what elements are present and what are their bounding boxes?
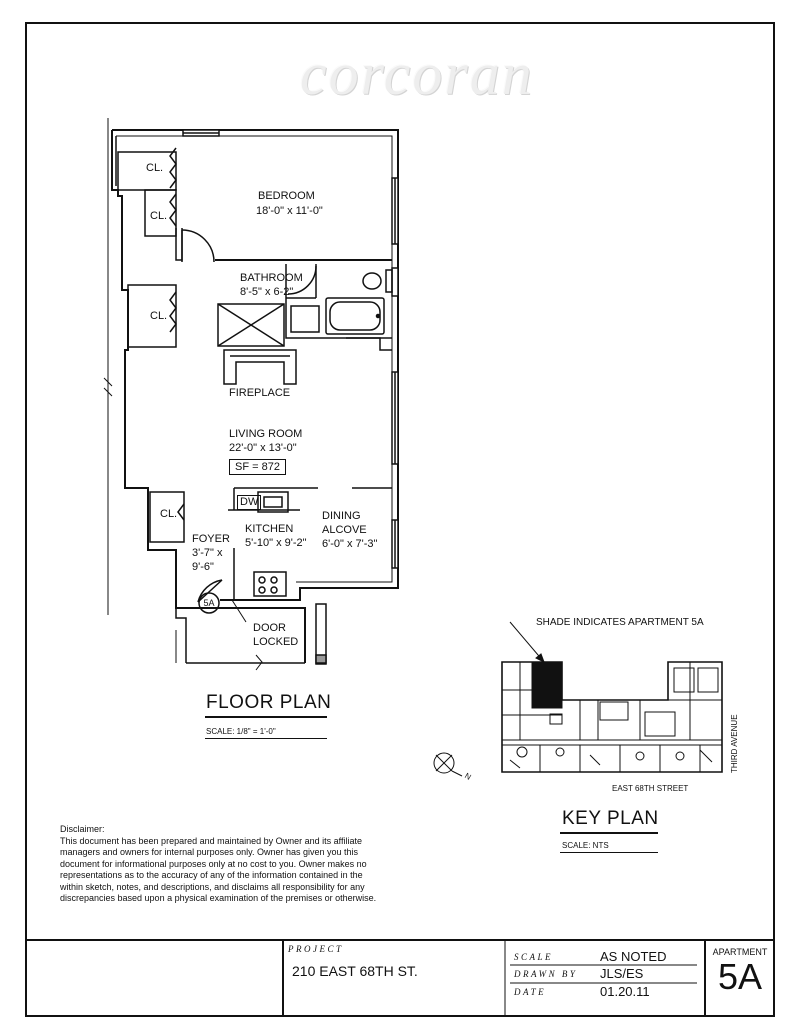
date-value: 01.20.11 bbox=[600, 984, 650, 999]
disclaimer-heading: Disclaimer: bbox=[60, 824, 105, 834]
corcoran-watermark: corcoran bbox=[300, 41, 534, 107]
bathroom-dims: 8'-5" x 6-2" bbox=[240, 286, 294, 298]
street-label: EAST 68TH STREET bbox=[612, 784, 689, 793]
foyer-dims-2: 9'-6" bbox=[192, 561, 214, 573]
project-label: PROJECT bbox=[288, 944, 344, 954]
square-footage-badge: SF = 872 bbox=[229, 459, 286, 475]
drawn-by-value: JLS/ES bbox=[600, 966, 644, 981]
door-locked-label: DOOR bbox=[253, 622, 286, 634]
floor-plan-scale: SCALE: 1/8" = 1'-0" bbox=[206, 727, 276, 736]
door-locked-label-2: LOCKED bbox=[253, 636, 299, 648]
dishwasher-label: DW bbox=[237, 495, 261, 510]
apartment-label: APARTMENT bbox=[712, 947, 768, 957]
dining-name-2: ALCOVE bbox=[322, 524, 367, 536]
unit-tag: 5A bbox=[203, 598, 215, 608]
key-plan-note: SHADE INDICATES APARTMENT 5A bbox=[536, 617, 704, 628]
foyer-dims: 3'-7" x bbox=[192, 547, 223, 559]
foyer-name: FOYER bbox=[192, 533, 230, 545]
drawn-by-label: DRAWN BY bbox=[514, 969, 578, 979]
key-plan-scale: SCALE: NTS bbox=[562, 841, 609, 850]
scale-value: AS NOTED bbox=[600, 949, 667, 964]
disclaimer-body: This document has been prepared and maintained by Owner and its affiliate managers and owners for internal purposes only. Owner has given you this document for informational purposes only at no cost to you. Owner makes no representations as to the accuracy of any of the information contained in the within sketch, notes, and descriptions, and disclaims all responsibility for any discrepancies based upon a physical examination of the premises or otherwise. bbox=[60, 835, 377, 903]
closet-label: CL. bbox=[160, 508, 178, 520]
living-room-name: LIVING ROOM bbox=[229, 428, 303, 440]
key-plan-title: KEY PLAN bbox=[562, 808, 659, 829]
apartment-number: 5A bbox=[717, 956, 763, 997]
dining-dims: 6'-0" x 7'-3" bbox=[322, 538, 378, 550]
kitchen-name: KITCHEN bbox=[245, 523, 294, 535]
dining-name: DINING bbox=[322, 510, 361, 522]
bathroom-name: BATHROOM bbox=[240, 272, 303, 284]
bedroom-dims: 18'-0" x 11'-0" bbox=[256, 205, 323, 217]
project-value: 210 EAST 68TH ST. bbox=[292, 963, 418, 979]
fireplace-label: FIREPLACE bbox=[229, 387, 291, 399]
closet-label: CL. bbox=[146, 162, 164, 174]
bedroom-name: BEDROOM bbox=[258, 190, 315, 202]
floor-plan-title: FLOOR PLAN bbox=[206, 692, 332, 713]
date-label: DATE bbox=[514, 987, 547, 997]
closet-label: CL. bbox=[150, 210, 168, 222]
living-room-dims: 22'-0" x 13'-0" bbox=[229, 442, 297, 454]
scale-label: SCALE bbox=[514, 952, 554, 962]
north-label: N bbox=[463, 771, 473, 782]
kitchen-dims: 5'-10" x 9'-2" bbox=[245, 537, 307, 549]
avenue-label: THIRD AVENUE bbox=[730, 714, 739, 773]
closet-label: CL. bbox=[150, 310, 168, 322]
